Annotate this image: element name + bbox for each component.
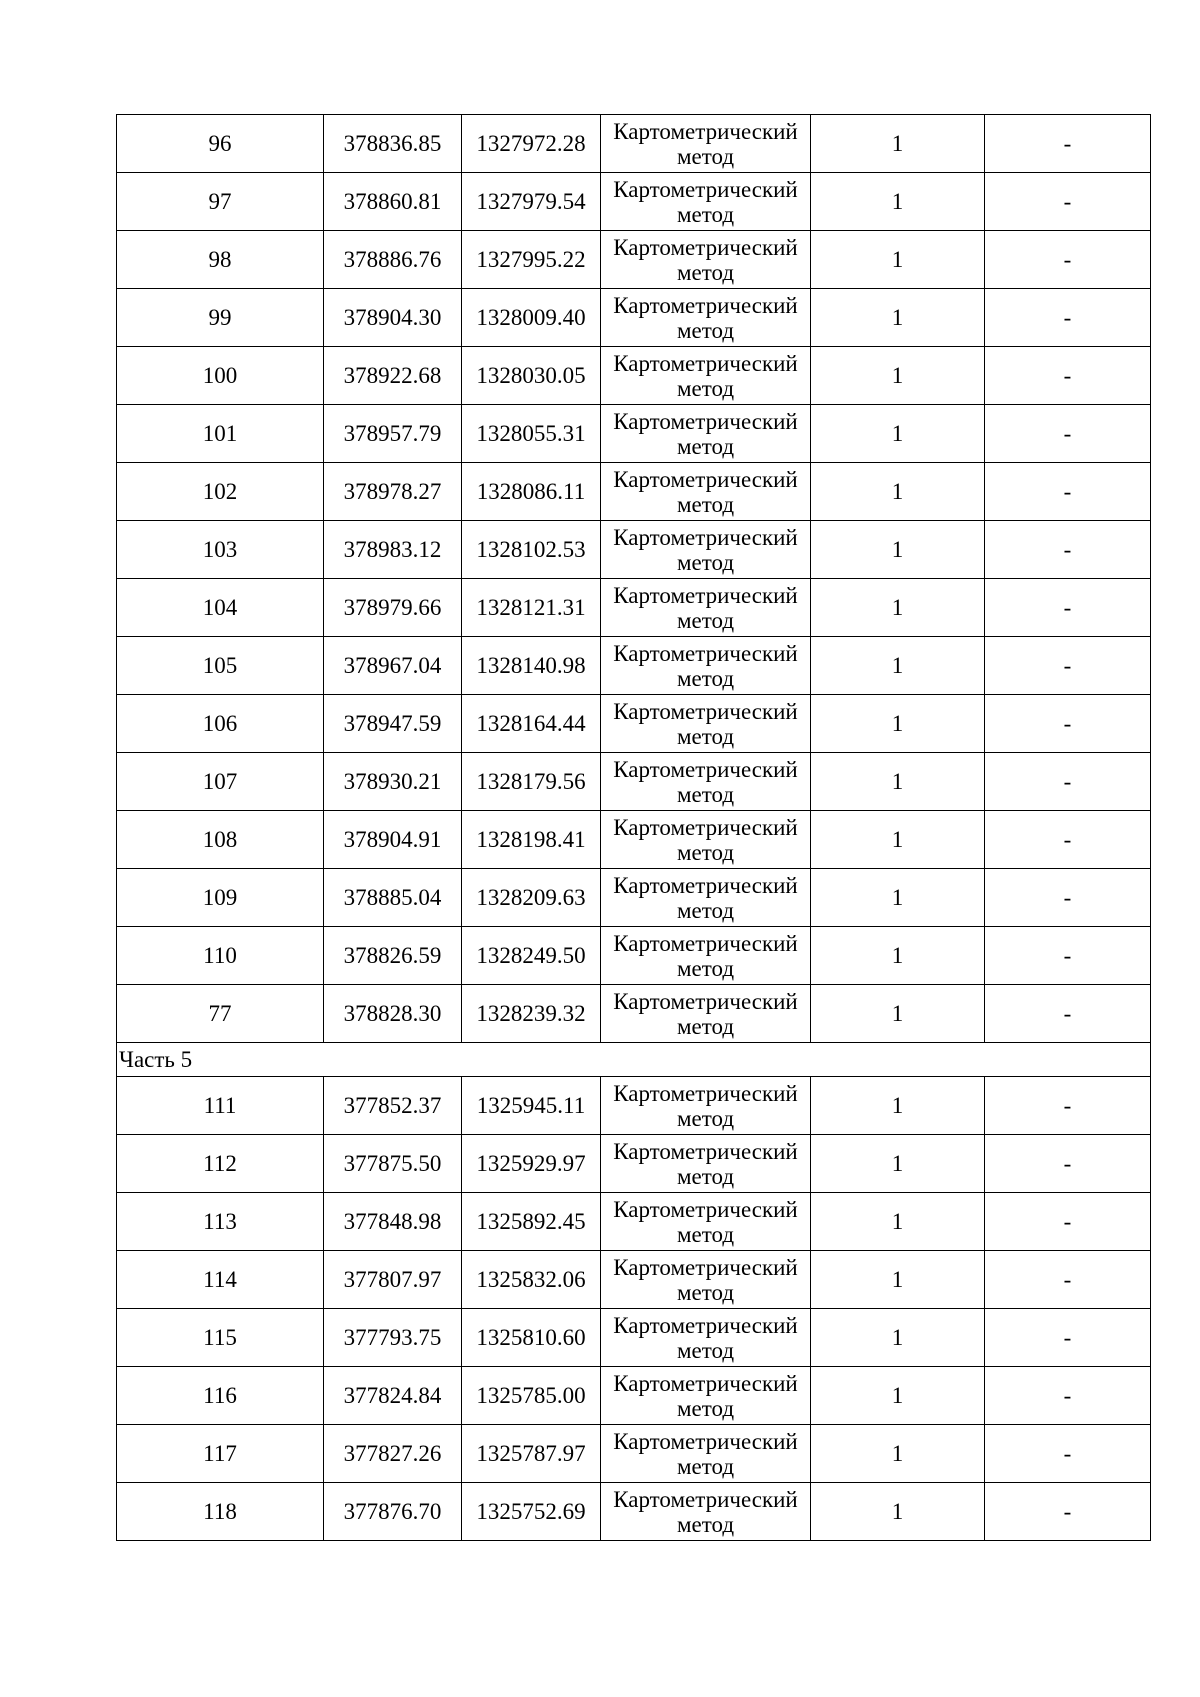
table-row: [117, 1483, 1151, 1541]
method-text-line1: Картометрический: [613, 1312, 798, 1338]
method-text-line2: метод: [676, 1163, 735, 1189]
note-cell: -: [985, 985, 1151, 1043]
point-number-cell: 117: [117, 1425, 324, 1483]
x-coordinate-cell: 377807.97: [324, 1251, 462, 1309]
y-coordinate-cell: 1328209.63: [462, 869, 601, 927]
x-coordinate-cell: 377852.37: [324, 1077, 462, 1135]
note-cell: -: [985, 869, 1151, 927]
accuracy-cell: 1: [811, 1483, 985, 1541]
method-text-line1: Картометрический: [613, 1486, 798, 1512]
method-cell: [601, 1077, 811, 1135]
point-number-cell: 113: [117, 1193, 324, 1251]
method-text-line1: Картометрический: [613, 930, 798, 956]
y-coordinate-cell: 1325810.60: [462, 1309, 601, 1367]
y-coordinate-cell: 1328140.98: [462, 637, 601, 695]
note-cell: -: [985, 1193, 1151, 1251]
y-coordinate-cell: 1328009.40: [462, 289, 601, 347]
method-text-line2: метод: [676, 143, 735, 169]
accuracy-cell: 1: [811, 521, 985, 579]
method-text-line1: Картометрический: [613, 350, 798, 376]
method-text-line2: метод: [676, 1279, 735, 1305]
table-row: [117, 637, 1151, 695]
y-coordinate-cell: 1327979.54: [462, 173, 601, 231]
method-text-line2: метод: [676, 1105, 735, 1131]
coordinates-table-body: [117, 115, 1151, 1541]
accuracy-cell: 1: [811, 347, 985, 405]
accuracy-cell: 1: [811, 1367, 985, 1425]
note-cell: -: [985, 173, 1151, 231]
point-number-cell: 106: [117, 695, 324, 753]
x-coordinate-cell: 378979.66: [324, 579, 462, 637]
note-cell: -: [985, 1483, 1151, 1541]
method-text-line1: Картометрический: [613, 1196, 798, 1222]
method-cell: [601, 985, 811, 1043]
method-cell: [601, 637, 811, 695]
table-row: [117, 1077, 1151, 1135]
point-number-cell: 105: [117, 637, 324, 695]
method-cell: [601, 753, 811, 811]
point-number-cell: 99: [117, 289, 324, 347]
x-coordinate-cell: 378904.91: [324, 811, 462, 869]
note-cell: -: [985, 695, 1151, 753]
x-coordinate-cell: 378836.85: [324, 115, 462, 173]
point-number-cell: 97: [117, 173, 324, 231]
table-row: [117, 1425, 1151, 1483]
y-coordinate-cell: 1328121.31: [462, 579, 601, 637]
method-text-line2: метод: [676, 781, 735, 807]
point-number-cell: 77: [117, 985, 324, 1043]
x-coordinate-cell: 378957.79: [324, 405, 462, 463]
x-coordinate-cell: 378983.12: [324, 521, 462, 579]
method-text-line2: метод: [676, 839, 735, 865]
x-coordinate-cell: 378828.30: [324, 985, 462, 1043]
table-row: [117, 173, 1151, 231]
y-coordinate-cell: 1325945.11: [462, 1077, 601, 1135]
method-text-line2: метод: [676, 317, 735, 343]
note-cell: -: [985, 463, 1151, 521]
method-cell: [601, 1483, 811, 1541]
method-text-line1: Картометрический: [613, 466, 798, 492]
y-coordinate-cell: 1328198.41: [462, 811, 601, 869]
y-coordinate-cell: 1325892.45: [462, 1193, 601, 1251]
x-coordinate-cell: 377876.70: [324, 1483, 462, 1541]
method-text-line2: метод: [676, 723, 735, 749]
method-text-line2: метод: [676, 1221, 735, 1247]
x-coordinate-cell: 378904.30: [324, 289, 462, 347]
y-coordinate-cell: 1328030.05: [462, 347, 601, 405]
point-number-cell: 116: [117, 1367, 324, 1425]
method-cell: [601, 927, 811, 985]
table-row: [117, 231, 1151, 289]
method-text-line2: метод: [676, 433, 735, 459]
table-row: [117, 579, 1151, 637]
x-coordinate-cell: 378930.21: [324, 753, 462, 811]
x-coordinate-cell: 378967.04: [324, 637, 462, 695]
method-text-line2: метод: [676, 1337, 735, 1363]
point-number-cell: 108: [117, 811, 324, 869]
method-text-line1: Картометрический: [613, 234, 798, 260]
point-number-cell: 111: [117, 1077, 324, 1135]
method-text-line1: Картометрический: [613, 1254, 798, 1280]
note-cell: -: [985, 1251, 1151, 1309]
table-row: [117, 753, 1151, 811]
x-coordinate-cell: 378860.81: [324, 173, 462, 231]
method-text-line1: Картометрический: [613, 1428, 798, 1454]
method-text-line1: Картометрический: [613, 118, 798, 144]
point-number-cell: 112: [117, 1135, 324, 1193]
y-coordinate-cell: 1328086.11: [462, 463, 601, 521]
y-coordinate-cell: 1327972.28: [462, 115, 601, 173]
table-row: [117, 1367, 1151, 1425]
table-row: [117, 695, 1151, 753]
table-row: [117, 927, 1151, 985]
accuracy-cell: 1: [811, 405, 985, 463]
method-text-line2: метод: [676, 607, 735, 633]
table-row: [117, 347, 1151, 405]
y-coordinate-cell: 1328179.56: [462, 753, 601, 811]
table-row: [117, 1251, 1151, 1309]
method-text-line2: метод: [676, 955, 735, 981]
note-cell: -: [985, 579, 1151, 637]
method-text-line1: Картометрический: [613, 698, 798, 724]
method-text-line1: Картометрический: [613, 988, 798, 1014]
point-number-cell: 100: [117, 347, 324, 405]
note-cell: -: [985, 1135, 1151, 1193]
note-cell: -: [985, 347, 1151, 405]
method-cell: [601, 289, 811, 347]
table-row: [117, 1193, 1151, 1251]
accuracy-cell: 1: [811, 1135, 985, 1193]
note-cell: -: [985, 1309, 1151, 1367]
point-number-cell: 110: [117, 927, 324, 985]
x-coordinate-cell: 378885.04: [324, 869, 462, 927]
table-row: [117, 463, 1151, 521]
y-coordinate-cell: 1328239.32: [462, 985, 601, 1043]
y-coordinate-cell: 1325752.69: [462, 1483, 601, 1541]
point-number-cell: 104: [117, 579, 324, 637]
y-coordinate-cell: 1328055.31: [462, 405, 601, 463]
x-coordinate-cell: 378978.27: [324, 463, 462, 521]
section-label: Часть 5: [117, 1043, 1151, 1077]
y-coordinate-cell: 1325832.06: [462, 1251, 601, 1309]
method-text-line1: Картометрический: [613, 1080, 798, 1106]
coordinates-table: [116, 114, 1151, 1541]
method-text-line1: Картометрический: [613, 814, 798, 840]
method-cell: [601, 1425, 811, 1483]
table-row: [117, 521, 1151, 579]
method-text-line2: метод: [676, 201, 735, 227]
y-coordinate-cell: 1328164.44: [462, 695, 601, 753]
table-row: [117, 985, 1151, 1043]
method-cell: [601, 1309, 811, 1367]
accuracy-cell: 1: [811, 1193, 985, 1251]
method-text-line2: метод: [676, 259, 735, 285]
method-cell: [601, 695, 811, 753]
accuracy-cell: 1: [811, 695, 985, 753]
x-coordinate-cell: 377824.84: [324, 1367, 462, 1425]
y-coordinate-cell: 1325929.97: [462, 1135, 601, 1193]
x-coordinate-cell: 378947.59: [324, 695, 462, 753]
note-cell: -: [985, 405, 1151, 463]
section-header-row: [117, 1043, 1151, 1077]
method-text-line1: Картометрический: [613, 408, 798, 434]
table-row: [117, 869, 1151, 927]
method-cell: [601, 1251, 811, 1309]
point-number-cell: 103: [117, 521, 324, 579]
method-text-line2: метод: [676, 375, 735, 401]
note-cell: -: [985, 521, 1151, 579]
y-coordinate-cell: 1325787.97: [462, 1425, 601, 1483]
note-cell: -: [985, 289, 1151, 347]
accuracy-cell: 1: [811, 753, 985, 811]
method-cell: [601, 1193, 811, 1251]
accuracy-cell: 1: [811, 579, 985, 637]
accuracy-cell: 1: [811, 1309, 985, 1367]
method-text-line2: метод: [676, 1013, 735, 1039]
method-text-line1: Картометрический: [613, 1370, 798, 1396]
note-cell: -: [985, 1367, 1151, 1425]
method-text-line2: метод: [676, 897, 735, 923]
point-number-cell: 109: [117, 869, 324, 927]
method-text-line1: Картометрический: [613, 292, 798, 318]
y-coordinate-cell: 1328102.53: [462, 521, 601, 579]
note-cell: -: [985, 1077, 1151, 1135]
point-number-cell: 101: [117, 405, 324, 463]
y-coordinate-cell: 1325785.00: [462, 1367, 601, 1425]
accuracy-cell: 1: [811, 1251, 985, 1309]
note-cell: -: [985, 927, 1151, 985]
method-text-line1: Картометрический: [613, 176, 798, 202]
x-coordinate-cell: 378826.59: [324, 927, 462, 985]
point-number-cell: 114: [117, 1251, 324, 1309]
accuracy-cell: 1: [811, 115, 985, 173]
accuracy-cell: 1: [811, 927, 985, 985]
method-cell: [601, 463, 811, 521]
accuracy-cell: 1: [811, 1425, 985, 1483]
method-text-line2: метод: [676, 1453, 735, 1479]
point-number-cell: 115: [117, 1309, 324, 1367]
note-cell: -: [985, 231, 1151, 289]
x-coordinate-cell: 377827.26: [324, 1425, 462, 1483]
note-cell: -: [985, 115, 1151, 173]
y-coordinate-cell: 1328249.50: [462, 927, 601, 985]
method-cell: [601, 1367, 811, 1425]
method-text-line1: Картометрический: [613, 756, 798, 782]
table-row: [117, 811, 1151, 869]
x-coordinate-cell: 377875.50: [324, 1135, 462, 1193]
note-cell: -: [985, 753, 1151, 811]
accuracy-cell: 1: [811, 1077, 985, 1135]
note-cell: -: [985, 637, 1151, 695]
method-text-line2: метод: [676, 665, 735, 691]
accuracy-cell: 1: [811, 231, 985, 289]
method-cell: [601, 811, 811, 869]
method-text-line1: Картометрический: [613, 872, 798, 898]
point-number-cell: 98: [117, 231, 324, 289]
point-number-cell: 96: [117, 115, 324, 173]
point-number-cell: 118: [117, 1483, 324, 1541]
point-number-cell: 102: [117, 463, 324, 521]
method-text-line1: Картометрический: [613, 582, 798, 608]
x-coordinate-cell: 378922.68: [324, 347, 462, 405]
accuracy-cell: 1: [811, 463, 985, 521]
accuracy-cell: 1: [811, 869, 985, 927]
method-text-line1: Картометрический: [613, 640, 798, 666]
method-cell: [601, 115, 811, 173]
table-row: [117, 1309, 1151, 1367]
accuracy-cell: 1: [811, 289, 985, 347]
y-coordinate-cell: 1327995.22: [462, 231, 601, 289]
method-text-line1: Картометрический: [613, 1138, 798, 1164]
note-cell: -: [985, 1425, 1151, 1483]
method-text-line2: метод: [676, 491, 735, 517]
x-coordinate-cell: 377793.75: [324, 1309, 462, 1367]
accuracy-cell: 1: [811, 985, 985, 1043]
method-cell: [601, 521, 811, 579]
accuracy-cell: 1: [811, 811, 985, 869]
x-coordinate-cell: 378886.76: [324, 231, 462, 289]
method-text-line2: метод: [676, 549, 735, 575]
accuracy-cell: 1: [811, 173, 985, 231]
method-text-line1: Картометрический: [613, 524, 798, 550]
method-cell: [601, 1135, 811, 1193]
method-cell: [601, 405, 811, 463]
table-row: [117, 405, 1151, 463]
note-cell: -: [985, 811, 1151, 869]
method-text-line2: метод: [676, 1511, 735, 1537]
method-cell: [601, 231, 811, 289]
method-text-line2: метод: [676, 1395, 735, 1421]
table-row: [117, 289, 1151, 347]
method-cell: [601, 173, 811, 231]
method-cell: [601, 347, 811, 405]
point-number-cell: 107: [117, 753, 324, 811]
method-cell: [601, 579, 811, 637]
x-coordinate-cell: 377848.98: [324, 1193, 462, 1251]
table-row: [117, 1135, 1151, 1193]
accuracy-cell: 1: [811, 637, 985, 695]
method-cell: [601, 869, 811, 927]
table-row: [117, 115, 1151, 173]
